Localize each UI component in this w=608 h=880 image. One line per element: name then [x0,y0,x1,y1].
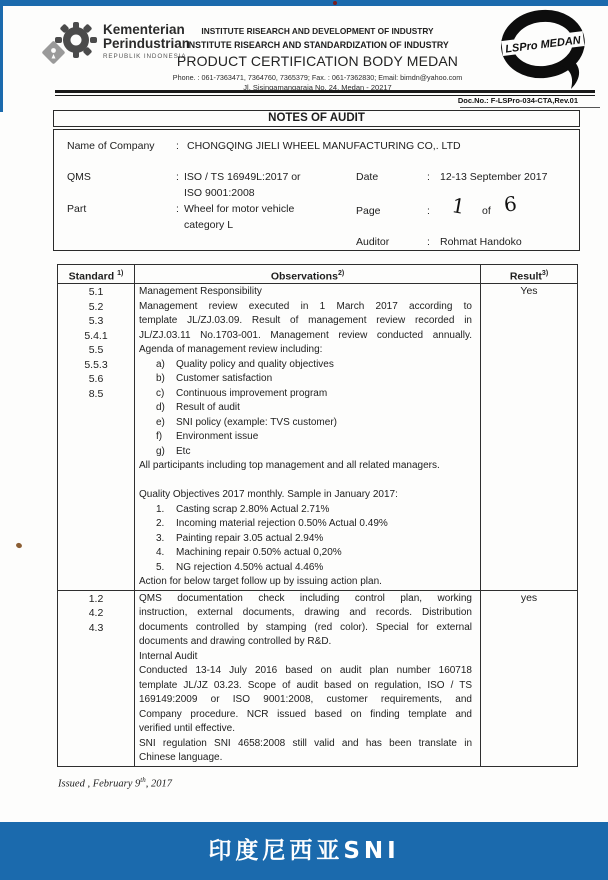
observation-line: documents and drawing controlled by R&D. [139,636,332,647]
observation-line: Management review executed in 1 March 2017 according to [139,300,472,312]
institute-line2: INSTITUTE RISEARCH AND STANDARDIZATION OF INDUSTRY [186,40,449,50]
colon: : [427,205,430,217]
standard-clause: 5.1 [88,286,104,298]
result-column-header: Result$^{3)}$ [509,270,549,283]
colon: : [176,203,179,215]
colon: : [176,140,179,152]
page-of-label: of [482,205,491,217]
handwritten-page-number: 1 [450,193,467,219]
page-label: Page [356,205,381,217]
observation-line: Agenda of management review including: [139,344,323,355]
audit-observations-table [57,264,578,767]
observation-line: All participants including top management and all related managers. [139,460,440,471]
issued-date-line: Issued , February 9th, 2017 [58,776,172,790]
result-value: Yes [520,285,538,297]
observations-cell [135,284,481,590]
standard-clauses-cell [58,591,135,766]
observation-line: c) Continuous improvement program [156,387,328,399]
observation-line: Management Responsibility [139,286,262,297]
address-line: Jl. Sisingamangaraja No. 24, Medan - 20217 [243,83,392,92]
observation-line: 5. NG rejection 4.50% actual 4.46% [156,561,324,573]
scan-speck [15,542,22,549]
colon: : [427,171,430,183]
standard-clause: 5.6 [88,373,104,385]
qms-value-line1: ISO / TS 16949L:2017 or [184,171,301,183]
company-label: Name of Company [67,140,155,152]
document-number-underline [460,107,600,108]
ministry-name-line1: Kementerian [103,22,185,37]
part-value-line2: category L [184,219,234,231]
observation-line: QMS documentation check including control plan, working [139,592,472,604]
observation-line: template JL/JZ 03.23. Scope of audit based on regulation, ISO / TS [139,679,472,691]
standard-column-header: Standard $^{1)}$ [58,265,135,283]
standard-clause: 5.5.3 [84,358,108,371]
part-label: Part [67,203,87,215]
auditor-value: Rohmat Handoko [440,236,522,248]
scan-speck [333,1,337,5]
observation-line: f) Environment issue [156,431,259,442]
observation-line: template JL/ZJ.03.09. Result of management review recorded in [139,315,472,326]
observations-column-header: Observations$^{2)}$ [135,265,481,283]
phone-fax-email-line: Phone. : 061-7363471, 7364760, 7365379; Fax. : 061-7362830; Email: bimdn@yahoo.com [172,73,463,82]
certification-body-name: PRODUCT CERTIFICATION BODY MEDAN [176,53,459,69]
observation-line: verified until effective. [139,723,235,734]
qms-label: QMS [67,171,91,183]
audit-info-box [53,129,580,251]
observation-line: 4. Machining repair 0.50% actual 0,20% [156,547,342,558]
standard-clauses-cell [58,284,135,590]
observation-line: instruction, external documents, drawing and records. Distribution [139,607,472,618]
standard-clause: 4.3 [88,621,104,634]
table-row [58,590,577,766]
observations-cell [135,591,481,766]
part-value-line1: Wheel for motor vehicle [184,203,295,215]
auditor-label: Auditor [356,236,390,248]
observation-line: Chinese language. [139,752,223,763]
ministry-name-line3: REPUBLIK INDONESIA [103,53,187,60]
observation-line: documents controlled by stamping (red color). Special for external [139,621,472,633]
date-value: 12-13 September 2017 [440,171,548,183]
colon: : [427,236,430,248]
standard-clause: 1.2 [88,592,104,605]
observation-line: Quality Objectives 2017 monthly. Sample in January 2017: [139,489,398,500]
observation-line: 169149:2009 or ISO 9001:2008, customer requirements, and [139,694,472,705]
standard-clause: 5.5 [88,344,104,356]
left-blue-edge [0,0,3,112]
ministry-name-line2: Perindustrian [103,36,191,51]
table-row [58,284,577,590]
colon: : [176,171,179,183]
observation-line: g) Etc [156,445,191,457]
page-title: NOTES OF AUDIT [53,110,580,127]
letterhead [150,26,485,92]
standard-clause: 4.2 [88,607,104,619]
observation-line: JL/ZJ.03.11 No.1703-001. Management review conducted annually. [139,329,472,341]
sni-banner [0,822,608,880]
standard-clause: 5.4.1 [84,329,108,342]
table-body [58,284,577,766]
observation-line: d) Result of audit [156,402,240,413]
document-number: Doc.No.: F-LSPro-034-CTA,Rev.01 [457,96,578,105]
qms-value-line2: ISO 9001:2008 [184,187,255,199]
table-header-row [58,265,577,284]
handwritten-page-total: 6 [502,191,518,217]
observation-line [139,474,472,489]
observation-line: Conducted 13-14 July 2016 based on audit plan number 160718 [139,665,472,676]
gear-icon [40,20,98,66]
top-blue-edge [0,0,608,6]
observation-line: 2. Incoming material rejection 0.50% Actual 0.49% [156,518,388,529]
observation-line: SNI regulation SNI 4658:2008 still valid and has been translate in [139,737,472,749]
observation-line: Company procedure. NCR issued based on finding template and [139,708,472,720]
date-label: Date [356,171,379,183]
sni-banner-text: 印度尼西亚SNI [208,838,400,864]
standard-clause: 5.2 [88,300,104,313]
standard-clause: 5.3 [88,315,104,327]
institute-line1: INSTITUTE RISEARCH AND DEVELOPMENT OF INDUSTRY [201,26,434,36]
observation-line: Action for below target follow up by issuing action plan. [139,576,382,587]
lspro-logo-text: LSPro MEDAN [504,34,582,56]
lspro-medan-logo [496,8,592,95]
observation-line: b) Customer satisfaction [156,373,273,384]
observation-line: e) SNI policy (example: TVS customer) [156,416,337,428]
result-value: yes [520,591,538,604]
result-cell [481,591,577,766]
lspro-q-icon [496,8,592,90]
observation-line: 3. Painting repair 3.05 actual 2.94% [156,532,324,544]
result-cell [481,284,577,590]
company-value: CHONGQING JIELI WHEEL MANUFACTURING CO,. LTD [187,140,461,152]
standard-clause: 8.5 [88,387,104,400]
observation-line: 1. Casting scrap 2.80% Actual 2.71% [156,503,330,515]
observation-line: a) Quality policy and quality objectives [156,358,334,370]
observation-line: Internal Audit [139,650,198,662]
